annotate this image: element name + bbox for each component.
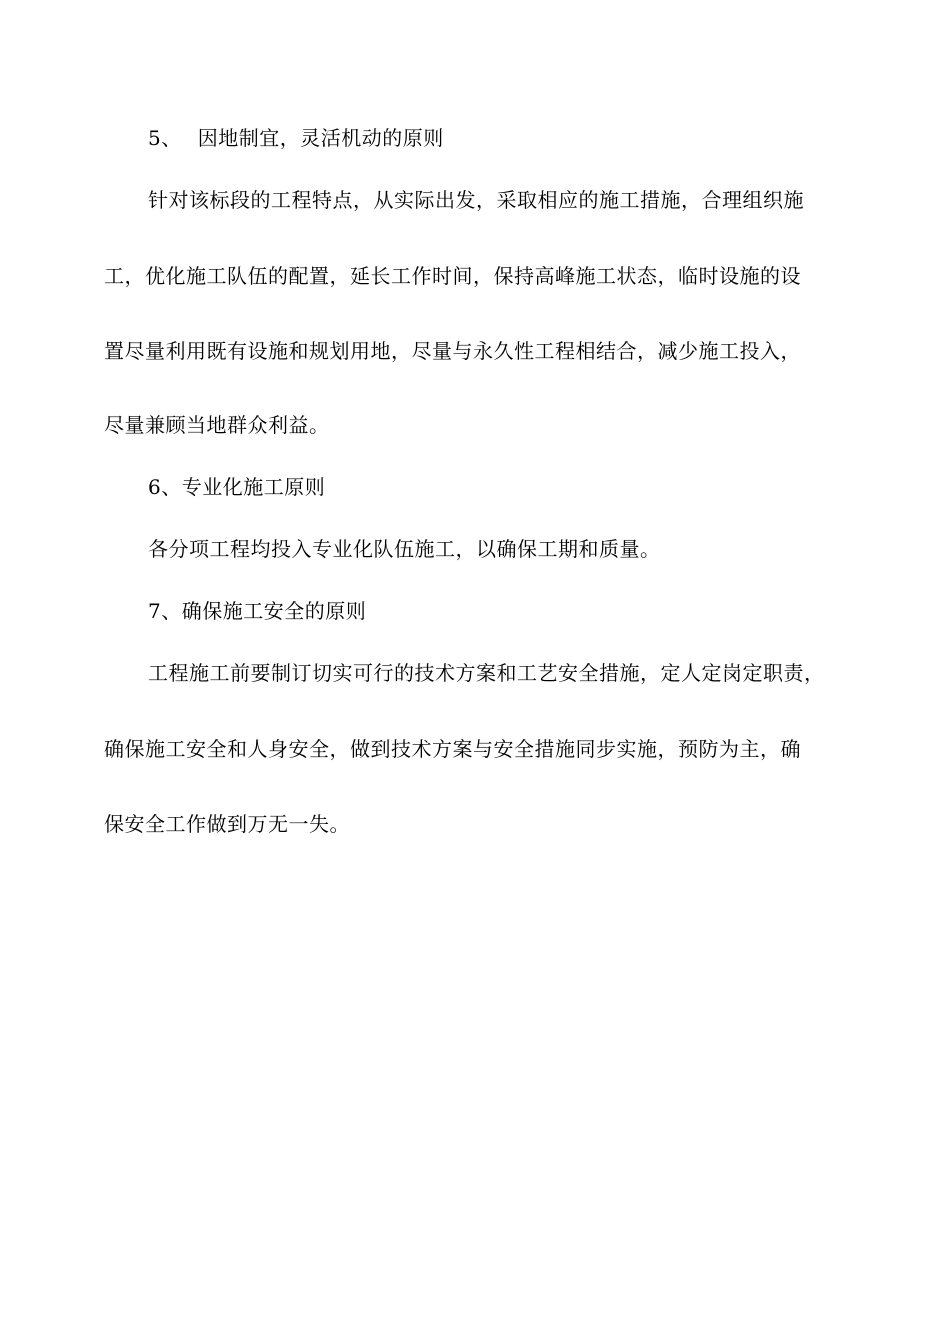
section-5-paragraph-line-1: 针对该标段的工程特点，从实际出发，采取相应的施工措施，合理组织施 [148,188,804,212]
section-5-heading [148,126,444,150]
section-6-paragraph-line-1: 各分项工程均投入专业化队伍施工，以确保工期和质量。 [148,537,661,561]
section-7-paragraph-line-2: 确保施工安全和人身安全，做到技术方案与安全措施同步实施，预防为主，确 [104,737,801,761]
section-5-paragraph-line-2: 工，优化施工队伍的配置，延长工作时间，保持高峰施工状态，临时设施的设 [104,264,801,288]
section-5-number: 5、 [148,126,182,150]
section-5-paragraph-line-4: 尽量兼顾当地群众利益。 [104,413,330,437]
section-6-heading: 6、专业化施工原则 [148,475,326,499]
section-7-heading: 7、确保施工安全的原则 [148,599,367,623]
section-7-paragraph-line-3: 保安全工作做到万无一失。 [104,812,350,836]
section-5-title: 因地制宜，灵活机动的原则 [197,126,444,150]
section-7-paragraph-line-1: 工程施工前要制订切实可行的技术方案和工艺安全措施，定人定岗定职责， [148,661,825,685]
section-5-paragraph-line-3: 置尽量利用既有设施和规划用地，尽量与永久性工程相结合，减少施工投入， [104,339,801,363]
